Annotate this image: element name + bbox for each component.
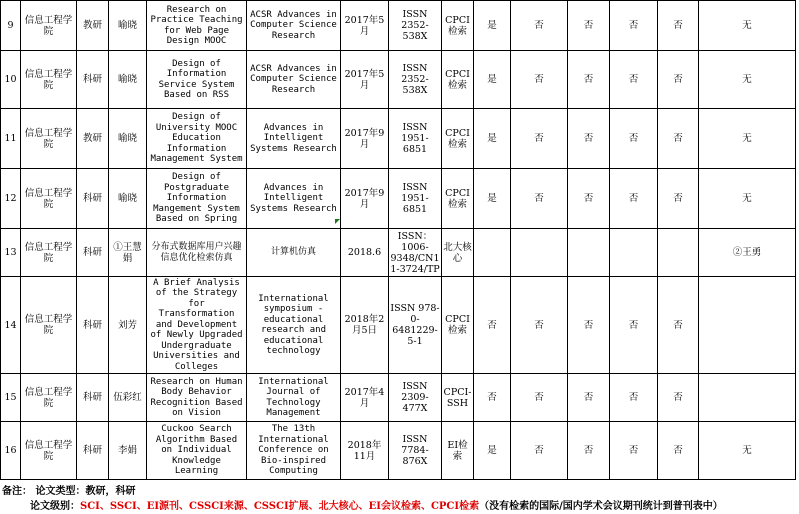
cell-title: Research on Human Body Behavior Recognition Based on Vision — [147, 374, 247, 422]
cell-author: 喻晓 — [109, 51, 147, 109]
table-row — [1, 422, 796, 480]
table-row — [1, 229, 796, 277]
cell-issn: ISSN 2309-477X — [389, 374, 442, 422]
cell-college: 信息工程学院 — [21, 109, 77, 169]
cell-college: 信息工程学院 — [21, 51, 77, 109]
cell-index: CPCI 检索 — [442, 1, 474, 51]
cell-author: 喻晓 — [109, 1, 147, 51]
cell-title: Research on Practice Teaching for Web Page Design MOOC — [147, 1, 247, 51]
table-row — [1, 109, 796, 169]
cell-flag-3: 否 — [568, 1, 610, 51]
cell-college: 信息工程学院 — [21, 422, 77, 480]
cell-type: 科研 — [77, 169, 109, 229]
cell-index: CPCI 检索 — [442, 169, 474, 229]
cell-flag-2: 否 — [511, 422, 568, 480]
cell-index: EI检索 — [442, 422, 474, 480]
cell-no: 14 — [1, 277, 21, 374]
cell-flag-4: 否 — [610, 422, 658, 480]
cell-index: CPCI-SSH — [442, 374, 474, 422]
cell-flag-1: 是 — [474, 1, 511, 51]
cell-flag-2: 否 — [511, 374, 568, 422]
cell-author: 喻晓 — [109, 109, 147, 169]
cell-date: 2018年2月5日 — [341, 277, 389, 374]
cell-title: A Brief Analysis of the Strategy for Transformation and Development of Newly Upgraded Undergraduate Universities and Colleges — [147, 277, 247, 374]
cell-flag-5: 否 — [658, 422, 699, 480]
cell-flag-1 — [474, 229, 511, 277]
cell-college: 信息工程学院 — [21, 1, 77, 51]
cell-type: 科研 — [77, 51, 109, 109]
paper-level-tail: （没有检索的国际/国内学术会议期刊统计到普刊表中） — [479, 501, 723, 512]
cell-flag-4 — [610, 229, 658, 277]
cell-note: 无 — [699, 422, 796, 480]
cell-flag-1: 是 — [474, 422, 511, 480]
cell-flag-1: 是 — [474, 109, 511, 169]
table-row — [1, 1, 796, 51]
cell-flag-4: 否 — [610, 109, 658, 169]
paper-level-note — [0, 499, 799, 514]
cell-index: CPCI 检索 — [442, 51, 474, 109]
cell-issn: ISSN：1006-9348/CN11-3724/TP — [390, 230, 440, 275]
cell-flag-2 — [511, 229, 568, 277]
cell-journal: Advances in Intelligent Systems Research — [247, 169, 341, 229]
notes — [0, 484, 799, 514]
cell-flag-4: 否 — [610, 169, 658, 229]
cell-journal: International symposium - educational research and educational technology — [247, 277, 341, 374]
cell-note: 无 — [699, 109, 796, 169]
cell-index: 北大核心 — [442, 229, 474, 277]
cell-note: 无 — [699, 51, 796, 109]
cell-flag-4: 否 — [610, 51, 658, 109]
cell-type: 科研 — [77, 277, 109, 374]
cell-type: 教研 — [77, 1, 109, 51]
cell-flag-4: 否 — [610, 277, 658, 374]
cell-flag-5: 否 — [658, 374, 699, 422]
cell-type: 教研 — [77, 109, 109, 169]
cell-title: Design of Information Service System Based on RSS — [147, 51, 247, 109]
cell-journal: ACSR Advances in Computer Science Research — [247, 51, 341, 109]
cell-flag-5: 否 — [658, 109, 699, 169]
cell-title: 分布式数据库用户兴趣信息优化检索仿真 — [147, 229, 247, 277]
cell-note — [699, 277, 796, 374]
cell-date: 2017年9月 — [341, 109, 389, 169]
cell-flag-3: 否 — [568, 169, 610, 229]
cell-college: 信息工程学院 — [21, 229, 77, 277]
cell-flag-1: 否 — [474, 374, 511, 422]
cell-index: CPCI 检索 — [442, 109, 474, 169]
cell-no: 9 — [1, 1, 21, 51]
cell-author: 喻晓 — [109, 169, 147, 229]
cell-issn: ISSN 1951-6851 — [389, 169, 442, 229]
cell-issn: ISSN 978-0-6481229-5-1 — [389, 277, 442, 374]
cell-no: 15 — [1, 374, 21, 422]
cell-note: 无 — [699, 169, 796, 229]
cell-flag-5: 否 — [658, 1, 699, 51]
cell-no: 16 — [1, 422, 21, 480]
cell-issn: ISSN 7784-876X — [389, 422, 442, 480]
table-row — [1, 277, 796, 374]
cell-title: Design of Postgraduate Information Mangement System Based on Spring — [147, 169, 247, 229]
cell-flag-1: 是 — [474, 169, 511, 229]
cell-flag-1: 否 — [474, 277, 511, 374]
paper-level-list: SCI、SSCI、EI源刊、CSSCI来源、CSSCI扩展、北大核心、EI会议检索、CPCI检索 — [80, 501, 480, 512]
cell-date: 2018.6 — [341, 229, 389, 277]
cell-note: 无 — [699, 1, 796, 51]
cell-flag-2: 否 — [511, 1, 568, 51]
cell-journal: 计算机仿真 — [247, 229, 341, 277]
cell-date: 2017年5月 — [341, 1, 389, 51]
paper-type-note: 备注： 论文类型：教研，科研 — [2, 486, 136, 497]
cell-author: 伍彩红 — [109, 374, 147, 422]
cell-flag-4: 否 — [610, 1, 658, 51]
cell-flag-5: 否 — [658, 277, 699, 374]
cell-date: 2017年4月 — [341, 374, 389, 422]
cell-flag-1: 是 — [474, 51, 511, 109]
cell-author: 李娟 — [109, 422, 147, 480]
cell-flag-3 — [568, 229, 610, 277]
cell-flag-5: 否 — [658, 51, 699, 109]
cell-note — [699, 374, 796, 422]
cell-date: 2018年11月 — [341, 422, 389, 480]
table-row — [1, 374, 796, 422]
cell-flag-3: 否 — [568, 422, 610, 480]
cell-title: Cuckoo Search Algorithm Based on Individual Knowledge Learning — [147, 422, 247, 480]
cell-comment-marker — [335, 219, 340, 224]
cell-flag-2: 否 — [511, 277, 568, 374]
cell-flag-2: 否 — [511, 51, 568, 109]
cell-journal: The 13th International Conference on Bio-inspired Computing — [247, 422, 341, 480]
cell-issn: ISSN 1951-6851 — [389, 109, 442, 169]
cell-issn: ISSN 2352-538X — [389, 51, 442, 109]
cell-flag-2: 否 — [511, 109, 568, 169]
cell-flag-5: 否 — [658, 169, 699, 229]
cell-flag-3: 否 — [568, 51, 610, 109]
cell-issn: ISSN 2352-538X — [389, 1, 442, 51]
cell-title: Design of University MOOC Education Information Management System — [147, 109, 247, 169]
cell-date: 2017年5月 — [341, 51, 389, 109]
cell-journal: Advances in Intelligent Systems Research — [247, 109, 341, 169]
cell-flag-3: 否 — [568, 374, 610, 422]
cell-college: 信息工程学院 — [21, 374, 77, 422]
cell-no: 12 — [1, 169, 21, 229]
table-row — [1, 51, 796, 109]
cell-flag-3: 否 — [568, 109, 610, 169]
cell-flag-4: 否 — [610, 374, 658, 422]
cell-no: 13 — [1, 229, 21, 277]
cell-flag-2: 否 — [511, 169, 568, 229]
cell-author: 刘芳 — [109, 277, 147, 374]
cell-date: 2017年9月 — [341, 169, 389, 229]
paper-level-label: 论文级别： — [30, 501, 80, 512]
cell-no: 10 — [1, 51, 21, 109]
cell-journal: ACSR Advances in Computer Science Research — [247, 1, 341, 51]
cell-author: ①王慧娟 — [109, 229, 147, 277]
cell-college: 信息工程学院 — [21, 169, 77, 229]
cell-type: 科研 — [77, 229, 109, 277]
cell-college: 信息工程学院 — [21, 277, 77, 374]
cell-index: CPCI 检索 — [442, 277, 474, 374]
table-row — [1, 169, 796, 229]
cell-journal: International Journal of Technology Management — [247, 374, 341, 422]
cell-flag-5 — [658, 229, 699, 277]
cell-no: 11 — [1, 109, 21, 169]
cell-type: 科研 — [77, 422, 109, 480]
cell-flag-3: 否 — [568, 277, 610, 374]
cell-type: 科研 — [77, 374, 109, 422]
cell-note: ②王勇 — [699, 229, 796, 277]
